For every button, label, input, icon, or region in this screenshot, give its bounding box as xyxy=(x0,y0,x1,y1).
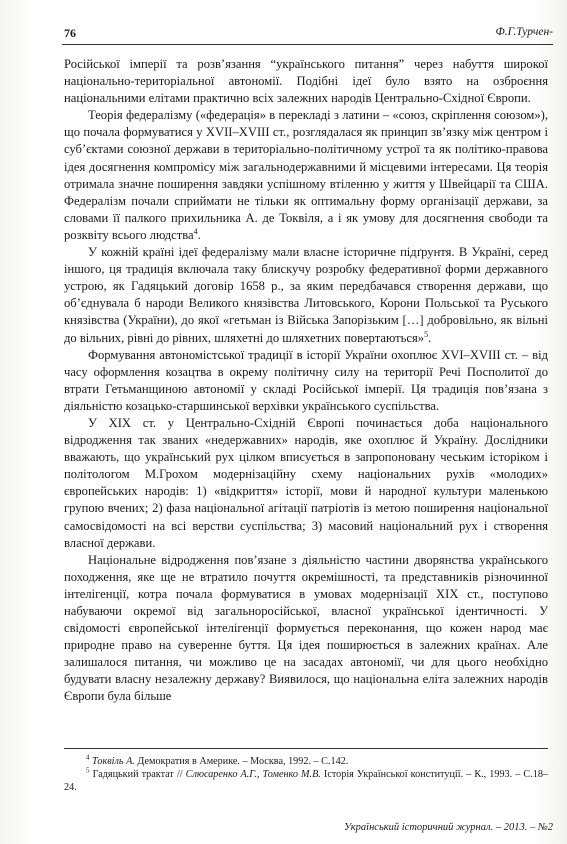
paragraph-1-text: Російської імперії та розв’язання “українського питання” через набуття широкої національно-територіальної автономії. Подібні ідеї було взято на озброєння національними елітами практично всіх залежних народів Центрально-Східної Європи. xyxy=(64,57,548,106)
running-header xyxy=(62,26,553,45)
footnote-mark: 4 xyxy=(86,753,90,762)
footnote-ref-5[interactable]: 5 xyxy=(424,329,429,339)
paragraph-2-text: Теорія федералізму («федерація» в перекладі з латини – «союз, скріплення союзом»), що почала формуватися у XVII–XVIII ст., розглядалася як принцип зв’язку між центром і суб’єктами союзної держави в територіально-політичному устрої та як політико-правова ідея досягнення компромісу між загальнодержавними й місцевими інтересами. Ця теорія отримала значне поширення завдяки успішному втіленню у життя у Швейцарії та США. Федералізм почали сприймати не тільки як оптимальну форму організації держави, за словами її палкого прихильника А. де Токвіля, а і як умову для досягнення свободи та розквіту всього людства xyxy=(64,108,548,242)
paragraph-3-text: У кожній країні ідеї федералізму мали власне історичне підґрунтя. В Україні, серед іншого, ця традиція включала таку блискучу розробку федеративної форми державного устрою, як Гадяцький договір 1658 р., за яким передбачався створення держави, що об’єднувала б народи Великого князівства Литовського, Корони Польської та Руського князівства (України), до якої «гетьман із Війська Запорізьким […] добровільно, як вільні до вільних, рівні до рівних, шляхетні до шляхетних повертаються» xyxy=(64,245,548,345)
paragraph-4-text: Формування автономістської традиції в історії України охоплює XVI–XVIII ст. – від часу оформлення козацтва в окрему політичну силу на території Речі Посполитої до втрати Гетьманщиною автономії у складі Російської імперії. Ця традиція пов’язана з діяльністю козацько-старшинської верхівки українського суспільства. xyxy=(64,347,548,413)
footnote-author: Токвіль А. xyxy=(92,756,135,767)
running-footer: Український історичний журнал. – 2013. – №2 xyxy=(343,822,553,833)
footnote-4 xyxy=(64,755,548,768)
article-body xyxy=(64,56,548,706)
footnotes xyxy=(64,748,548,794)
footnote-author: Слюсаренко А.Г., Томенко М.В. xyxy=(185,769,321,780)
footnote-5 xyxy=(64,768,548,794)
paragraph-6-text: Національне відродження пов’язане з діяльністю частини дворянства українського походження, яке ще не втратило почуття окремішності, та представників різночинної інтелігенції, котра почала формуватися в умовах модернізації XIX ст., поступово набуваючи окремої від загальноросійської, власної української ідентичності. У свідомості європейської інтелігенції формується переконання, що кожен народ має природне право на суверенне буття. Ця ідея поширюється в залежних країнах. Але залишалося питання, чи можливо це на засадах автономії, чи для цього необхідно будувати власну незалежну державу? Виявилося, що національна еліта залежних народів Європи була більше xyxy=(64,552,548,704)
footnote-prefix: Гадяцький трактат // xyxy=(92,769,186,780)
paragraph-2: Теорія федералізму («федерація» в перекладі з латини – «союз, скріплення союзом»), що почала формуватися у XVII–XVIII ст., розглядалася як принцип зв’язку між центром і суб’єктами союзної держави в територіально-політичному устрої та як політико-правова ідея досягнення компромісу між загальнодержавними й місцевими інтересами. Ця теорія отримала значне поширення завдяки успішному втіленню у життя у Швейцарії та США. Федералізм почали сприймати не тільки як оптимальну форму організації держави, за словами її палкого прихильника А. де Токвіля, а і як умову для досягнення свободи та розквіту всього людства$^4$. xyxy=(64,108,548,242)
paragraph-1 xyxy=(64,56,548,107)
footnote-ref-4[interactable]: 4 xyxy=(193,226,198,236)
footnote-text: Історія Української конституції. – К., 1993. – С.18–24. xyxy=(64,769,549,793)
page-number: 76 xyxy=(64,26,76,40)
paragraph-4 xyxy=(64,347,548,415)
paragraph-5 xyxy=(64,415,548,552)
running-author: Ф.Г.Турчен- xyxy=(495,26,553,38)
footnote-mark: 5 xyxy=(86,766,90,775)
footnote-text: Демократия в Америке. – Москва, 1992. – С.142. xyxy=(137,756,349,767)
paragraph-3: У кожній країні ідеї федералізму мали власне історичне підґрунтя. В Україні, серед іншого, ця традиція включала таку блискучу розробку федеративної форми державного устрою, як Гадяцький договір 1658 р., за яким передбачався створення держави, що об’єднувала б народи Великого князівства Литовського, Корони Польської та Руського князівства (України), до якої «гетьман із Війська Запорізьким […] добровільно, як вільні до вільних, рівні до рівних, шляхетні до шляхетних повертаються»$^5$. xyxy=(64,245,548,345)
paragraph-6 xyxy=(64,552,548,706)
paragraph-5-text: У XIX ст. у Центрально-Східній Європі починається доба національного відродження так званих «недержавних» народів, яке охоплює й Україну. Дослідники вважають, що український рух цілком вписується в запропоновану чеським історіком і політологом М.Грохом модернізаційну схему національних рухів «молодих» європейських народів: 1) «відкриття» історії, мови й народної культури маленькою групою вчених; 2) фаза національної агітації патріотів із метою поширення національної самосвідомості на всі верстви суспільства; 3) масовий національний рух і створення власної держави. xyxy=(64,415,548,550)
